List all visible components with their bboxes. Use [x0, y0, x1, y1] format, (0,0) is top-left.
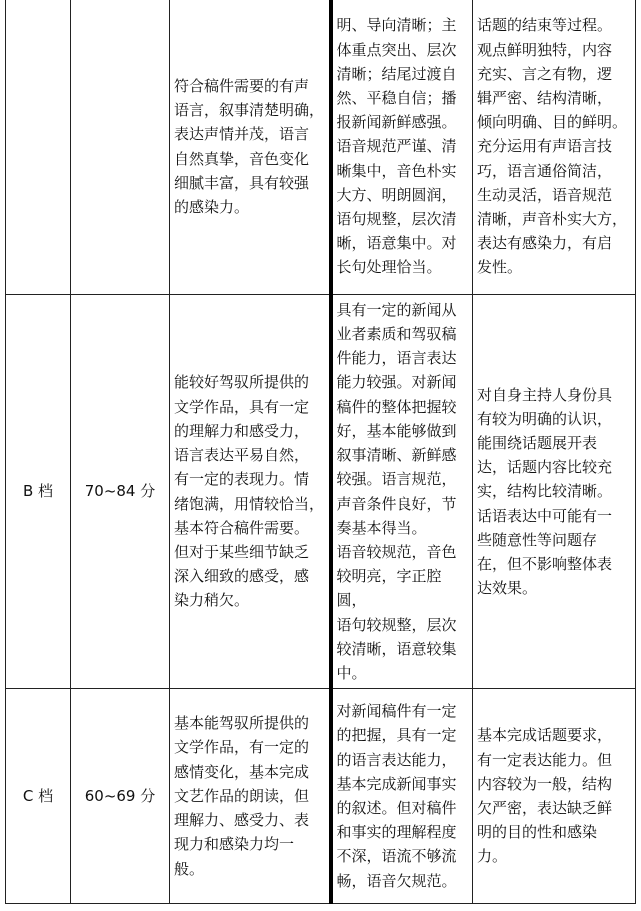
reading-criteria-cell: 符合稿件需要的有声 语言，叙事清楚明确， 表达声情并茂，语言 自然真挚，音色变化 细腻丰富，具有较强 的感染力。: [170, 0, 331, 295]
topic-criteria-cell: 基本完成话题要求， 有一定表达能力。但 内容较为一般，结构 欠严密，表达缺乏鲜 明的目的性和感染 力。: [473, 689, 636, 904]
grade-cell: C 档: [6, 689, 71, 904]
table-row: [6, 689, 636, 904]
score-cell: 70~84 分: [71, 295, 170, 689]
grading-table: [5, 0, 636, 904]
grade-cell: [6, 0, 71, 295]
table-row: [6, 0, 636, 295]
score-cell: 60~69 分: [71, 689, 170, 904]
news-criteria-cell: 具有一定的新闻从 业者素质和驾驭稿 件能力，语言表达 能力较强。对新闻 稿件的整体把握较 好，基本能够做到 叙事清晰、新鲜感 较强。语言规范， 声音条件良好，节 奏基本得当。 语音较规范，音色 较明亮，字正腔圆， 语句较规整，层次 较清晰，语意较集 中。: [331, 295, 473, 689]
score-cell: [71, 0, 170, 295]
topic-criteria-cell: 对自身主持人身份具 有较为明确的认识， 能围绕话题展开表 达，话题内容比较充 实，结构比较清晰。 话语表达中可能有一 些随意性等问题存 在，但不影响整体表 达效果。: [473, 295, 636, 689]
topic-criteria-cell: 话题的结束等过程。 观点鲜明独特，内容 充实、言之有物，逻 辑严密、结构清晰， 倾向明确、目的鲜明。 充分运用有声语言技 巧，语言通俗简洁， 生动灵活，语音规范 清晰，声音朴实大方， 表达有感染力，有启 发性。: [473, 0, 636, 295]
grade-cell: B 档: [6, 295, 71, 689]
table-row: [6, 295, 636, 689]
reading-criteria-cell: 能较好驾驭所提供的 文学作品，具有一定 的理解力和感受力， 语言表达平易自然， 有一定的表现力。情 绪饱满，用情较恰当， 基本符合稿件需要。 但对于某些细节缺乏 深入细致的感受，感 染力稍欠。: [170, 295, 331, 689]
news-criteria-cell: 明、导向清晰；主 体重点突出、层次 清晰；结尾过渡自 然、平稳自信；播 报新闻新鲜感强。 语音规范严谨、清 晰集中，音色朴实 大方、明朗圆润， 语句规整，层次清 晰，语意集中。对 长句处理恰当。: [331, 0, 473, 295]
reading-criteria-cell: 基本能驾驭所提供的 文学作品，有一定的 感情变化，基本完成 文艺作品的朗读，但 理解力、感受力、表 现力和感染力均一 般。: [170, 689, 331, 904]
news-criteria-cell: 对新闻稿件有一定 的把握，具有一定 的语言表达能力， 基本完成新闻事实 的叙述。但对稿件 和事实的理解程度 不深，语流不够流 畅，语音欠规范。: [331, 689, 473, 904]
